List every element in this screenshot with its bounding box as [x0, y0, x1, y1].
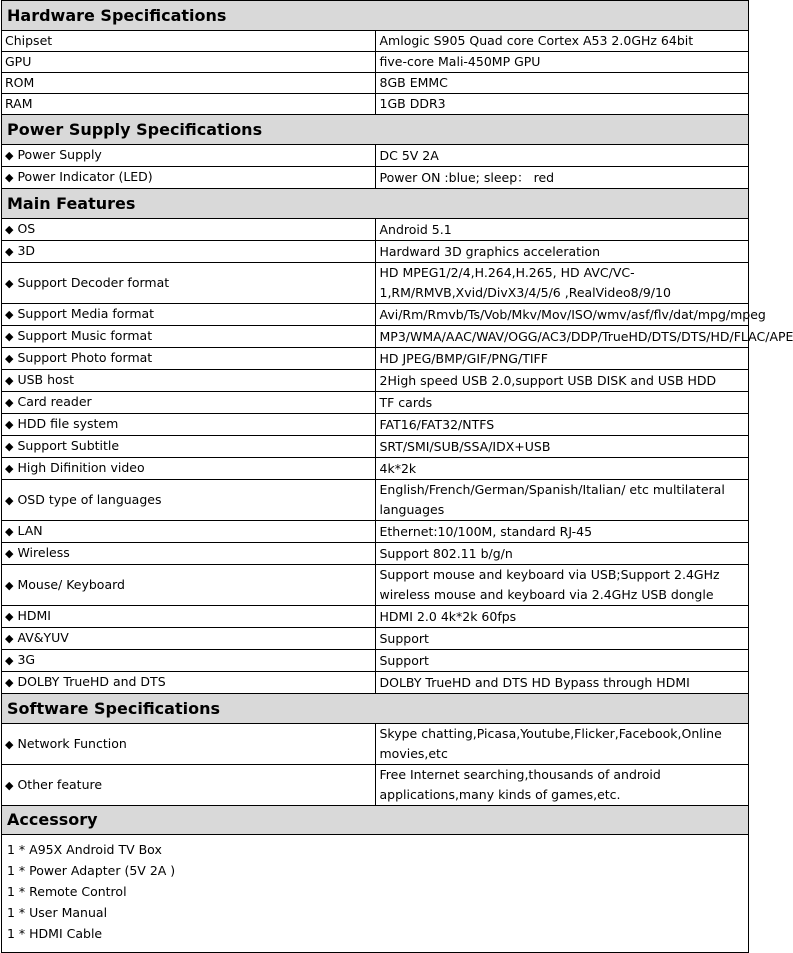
diamond-bullet-icon: ◆ — [5, 149, 14, 162]
spec-value: TF cards — [375, 392, 749, 414]
spec-label: HDD file system — [17, 416, 119, 431]
section-header-hardware — [2, 1, 749, 31]
table-row — [2, 480, 749, 521]
table-row — [2, 565, 749, 606]
table-row — [2, 31, 749, 52]
spec-label-cell — [2, 628, 376, 650]
list-item: 1 * User Manual — [7, 905, 108, 920]
table-row — [2, 145, 749, 167]
spec-value: DC 5V 2A — [375, 145, 749, 167]
list-item: 1 * Remote Control — [7, 884, 127, 899]
spec-label: High Difinition video — [17, 460, 145, 475]
spec-label-cell — [2, 650, 376, 672]
spec-label: Power Indicator (LED) — [17, 169, 153, 184]
list-item: 1 * HDMI Cable — [7, 926, 103, 941]
accessory-list — [2, 835, 748, 944]
spec-label: Other feature — [17, 776, 103, 792]
spec-label-cell — [2, 521, 376, 543]
table-row — [2, 672, 749, 694]
spec-label: Chipset — [2, 31, 376, 52]
table-row — [2, 52, 749, 73]
spec-label: AV&YUV — [17, 630, 69, 645]
spec-value: 2High speed USB 2.0,support USB DISK and USB HDD — [375, 370, 749, 392]
spec-value: FAT16/FAT32/NTFS — [375, 414, 749, 436]
spec-value: HD JPEG/BMP/GIF/PNG/TIFF — [375, 348, 749, 370]
spec-label-cell — [2, 304, 376, 326]
spec-value: Support mouse and keyboard via USB;Support 2.4GHz wireless mouse and keyboard via 2.4GHz USB dongle — [375, 565, 749, 606]
table-row — [2, 241, 749, 263]
diamond-bullet-icon: ◆ — [5, 171, 14, 184]
table-row — [2, 73, 749, 94]
spec-label: LAN — [17, 523, 43, 538]
spec-label-cell — [2, 606, 376, 628]
diamond-bullet-icon: ◆ — [5, 632, 14, 645]
diamond-bullet-icon: ◆ — [5, 418, 14, 431]
table-row — [2, 414, 749, 436]
spec-label: RAM — [2, 94, 376, 115]
spec-value: MP3/WMA/AAC/WAV/OGG/AC3/DDP/TrueHD/DTS/DTS/HD/FLAC/APE — [375, 326, 749, 348]
table-row — [2, 436, 749, 458]
spec-value: 1GB DDR3 — [375, 94, 749, 115]
table-row — [2, 628, 749, 650]
table-row — [2, 219, 749, 241]
section-title: Power Supply Specifications — [2, 115, 749, 145]
table-row — [2, 348, 749, 370]
section-header-power — [2, 115, 749, 145]
table-row — [2, 304, 749, 326]
spec-value: Free Internet searching,thousands of android applications,many kinds of games,etc. — [375, 765, 749, 806]
spec-label-cell — [2, 414, 376, 436]
spec-value: SRT/SMI/SUB/SSA/IDX+USB — [375, 436, 749, 458]
table-row — [2, 521, 749, 543]
spec-value: Support — [375, 650, 749, 672]
spec-label: 3D — [17, 243, 36, 258]
diamond-bullet-icon: ◆ — [5, 396, 14, 409]
diamond-bullet-icon: ◆ — [5, 276, 14, 290]
spec-label: DOLBY TrueHD and DTS — [17, 674, 166, 689]
diamond-bullet-icon: ◆ — [5, 578, 14, 592]
spec-label-cell — [2, 565, 376, 606]
spec-value: Power ON :blue; sleep： red — [375, 167, 749, 189]
spec-value: five-core Mali-450MP GPU — [375, 52, 749, 73]
diamond-bullet-icon: ◆ — [5, 440, 14, 453]
spec-value: Hardward 3D graphics acceleration — [375, 241, 749, 263]
spec-value: English/French/German/Spanish/Italian/ etc multilateral languages — [375, 480, 749, 521]
spec-label-cell — [2, 436, 376, 458]
spec-label: Power Supply — [17, 147, 102, 162]
spec-label-cell — [2, 326, 376, 348]
section-header-software — [2, 694, 749, 724]
spec-label-cell — [2, 145, 376, 167]
table-row — [2, 765, 749, 806]
section-header-main-features — [2, 189, 749, 219]
spec-label: ROM — [2, 73, 376, 94]
table-row — [2, 263, 749, 304]
accessory-section — [1, 806, 749, 953]
diamond-bullet-icon: ◆ — [5, 245, 14, 258]
spec-value: 4k*2k — [375, 458, 749, 480]
table-row — [2, 724, 749, 765]
spec-label-cell — [2, 370, 376, 392]
spec-label-cell — [2, 458, 376, 480]
spec-value: HDMI 2.0 4k*2k 60fps — [375, 606, 749, 628]
table-row — [2, 543, 749, 565]
spec-label: Card reader — [17, 394, 92, 409]
spec-label: Support Music format — [17, 328, 153, 343]
spec-value: Ethernet:10/100M, standard RJ-45 — [375, 521, 749, 543]
table-row — [2, 370, 749, 392]
diamond-bullet-icon: ◆ — [5, 610, 14, 623]
table-row — [2, 167, 749, 189]
spec-value: Android 5.1 — [375, 219, 749, 241]
spec-label: 3G — [17, 652, 36, 667]
spec-table-body — [2, 1, 793, 806]
spec-label: Support Photo format — [17, 350, 153, 365]
spec-label: Network Function — [17, 735, 127, 751]
spec-label-cell — [2, 392, 376, 414]
spec-label-cell — [2, 480, 376, 521]
diamond-bullet-icon: ◆ — [5, 330, 14, 343]
diamond-bullet-icon: ◆ — [5, 462, 14, 475]
table-row — [2, 326, 749, 348]
list-item: 1 * Power Adapter (5V 2A ) — [7, 863, 176, 878]
spec-label-cell — [2, 724, 376, 765]
spec-value: DOLBY TrueHD and DTS HD Bypass through HDMI — [375, 672, 749, 694]
diamond-bullet-icon: ◆ — [5, 676, 14, 689]
spec-value: Avi/Rm/Rmvb/Ts/Vob/Mkv/Mov/ISO/wmv/asf/flv/dat/mpg/mpeg — [375, 304, 749, 326]
spec-value: Amlogic S905 Quad core Cortex A53 2.0GHz 64bit — [375, 31, 749, 52]
diamond-bullet-icon: ◆ — [5, 374, 14, 387]
spec-label: Wireless — [17, 545, 70, 560]
spec-label-cell — [2, 543, 376, 565]
spec-label: USB host — [17, 372, 75, 387]
diamond-bullet-icon: ◆ — [5, 547, 14, 560]
spec-label-cell — [2, 241, 376, 263]
diamond-bullet-icon: ◆ — [5, 352, 14, 365]
list-item: 1 * A95X Android TV Box — [7, 842, 162, 857]
diamond-bullet-icon: ◆ — [5, 223, 14, 236]
spec-label: Support Decoder format — [17, 274, 170, 290]
spec-value: HD MPEG1/2/4,H.264,H.265, HD AVC/VC-1,RM/RMVB,Xvid/DivX3/4/5/6 ,RealVideo8/9/10 — [375, 263, 749, 304]
diamond-bullet-icon: ◆ — [5, 525, 14, 538]
diamond-bullet-icon: ◆ — [5, 493, 14, 507]
spec-value: Support — [375, 628, 749, 650]
table-row — [2, 458, 749, 480]
spec-label-cell — [2, 219, 376, 241]
table-row — [2, 606, 749, 628]
spec-value: Skype chatting,Picasa,Youtube,Flicker,Facebook,Online movies,etc — [375, 724, 749, 765]
diamond-bullet-icon: ◆ — [5, 308, 14, 321]
spec-label: HDMI — [17, 608, 51, 623]
spec-label-cell — [2, 167, 376, 189]
section-title: Software Specifications — [2, 694, 749, 724]
spec-label-cell — [2, 263, 376, 304]
spec-value: Support 802.11 b/g/n — [375, 543, 749, 565]
spec-label: Support Subtitle — [17, 438, 120, 453]
spec-label: GPU — [2, 52, 376, 73]
spec-label-cell — [2, 765, 376, 806]
section-title: Main Features — [2, 189, 749, 219]
table-row — [2, 650, 749, 672]
spec-label: Mouse/ Keyboard — [17, 576, 125, 592]
table-row — [2, 392, 749, 414]
diamond-bullet-icon: ◆ — [5, 654, 14, 667]
spec-label-cell — [2, 348, 376, 370]
section-title: Hardware Specifications — [2, 1, 749, 31]
spec-label: OSD type of languages — [17, 491, 162, 507]
table-row — [2, 94, 749, 115]
spec-label-cell — [2, 672, 376, 694]
spec-label: OS — [17, 221, 36, 236]
diamond-bullet-icon: ◆ — [5, 737, 14, 751]
diamond-bullet-icon: ◆ — [5, 778, 14, 792]
spec-table — [1, 0, 793, 806]
spec-value: 8GB EMMC — [375, 73, 749, 94]
section-title: Accessory — [2, 806, 748, 835]
spec-label: Support Media format — [17, 306, 155, 321]
